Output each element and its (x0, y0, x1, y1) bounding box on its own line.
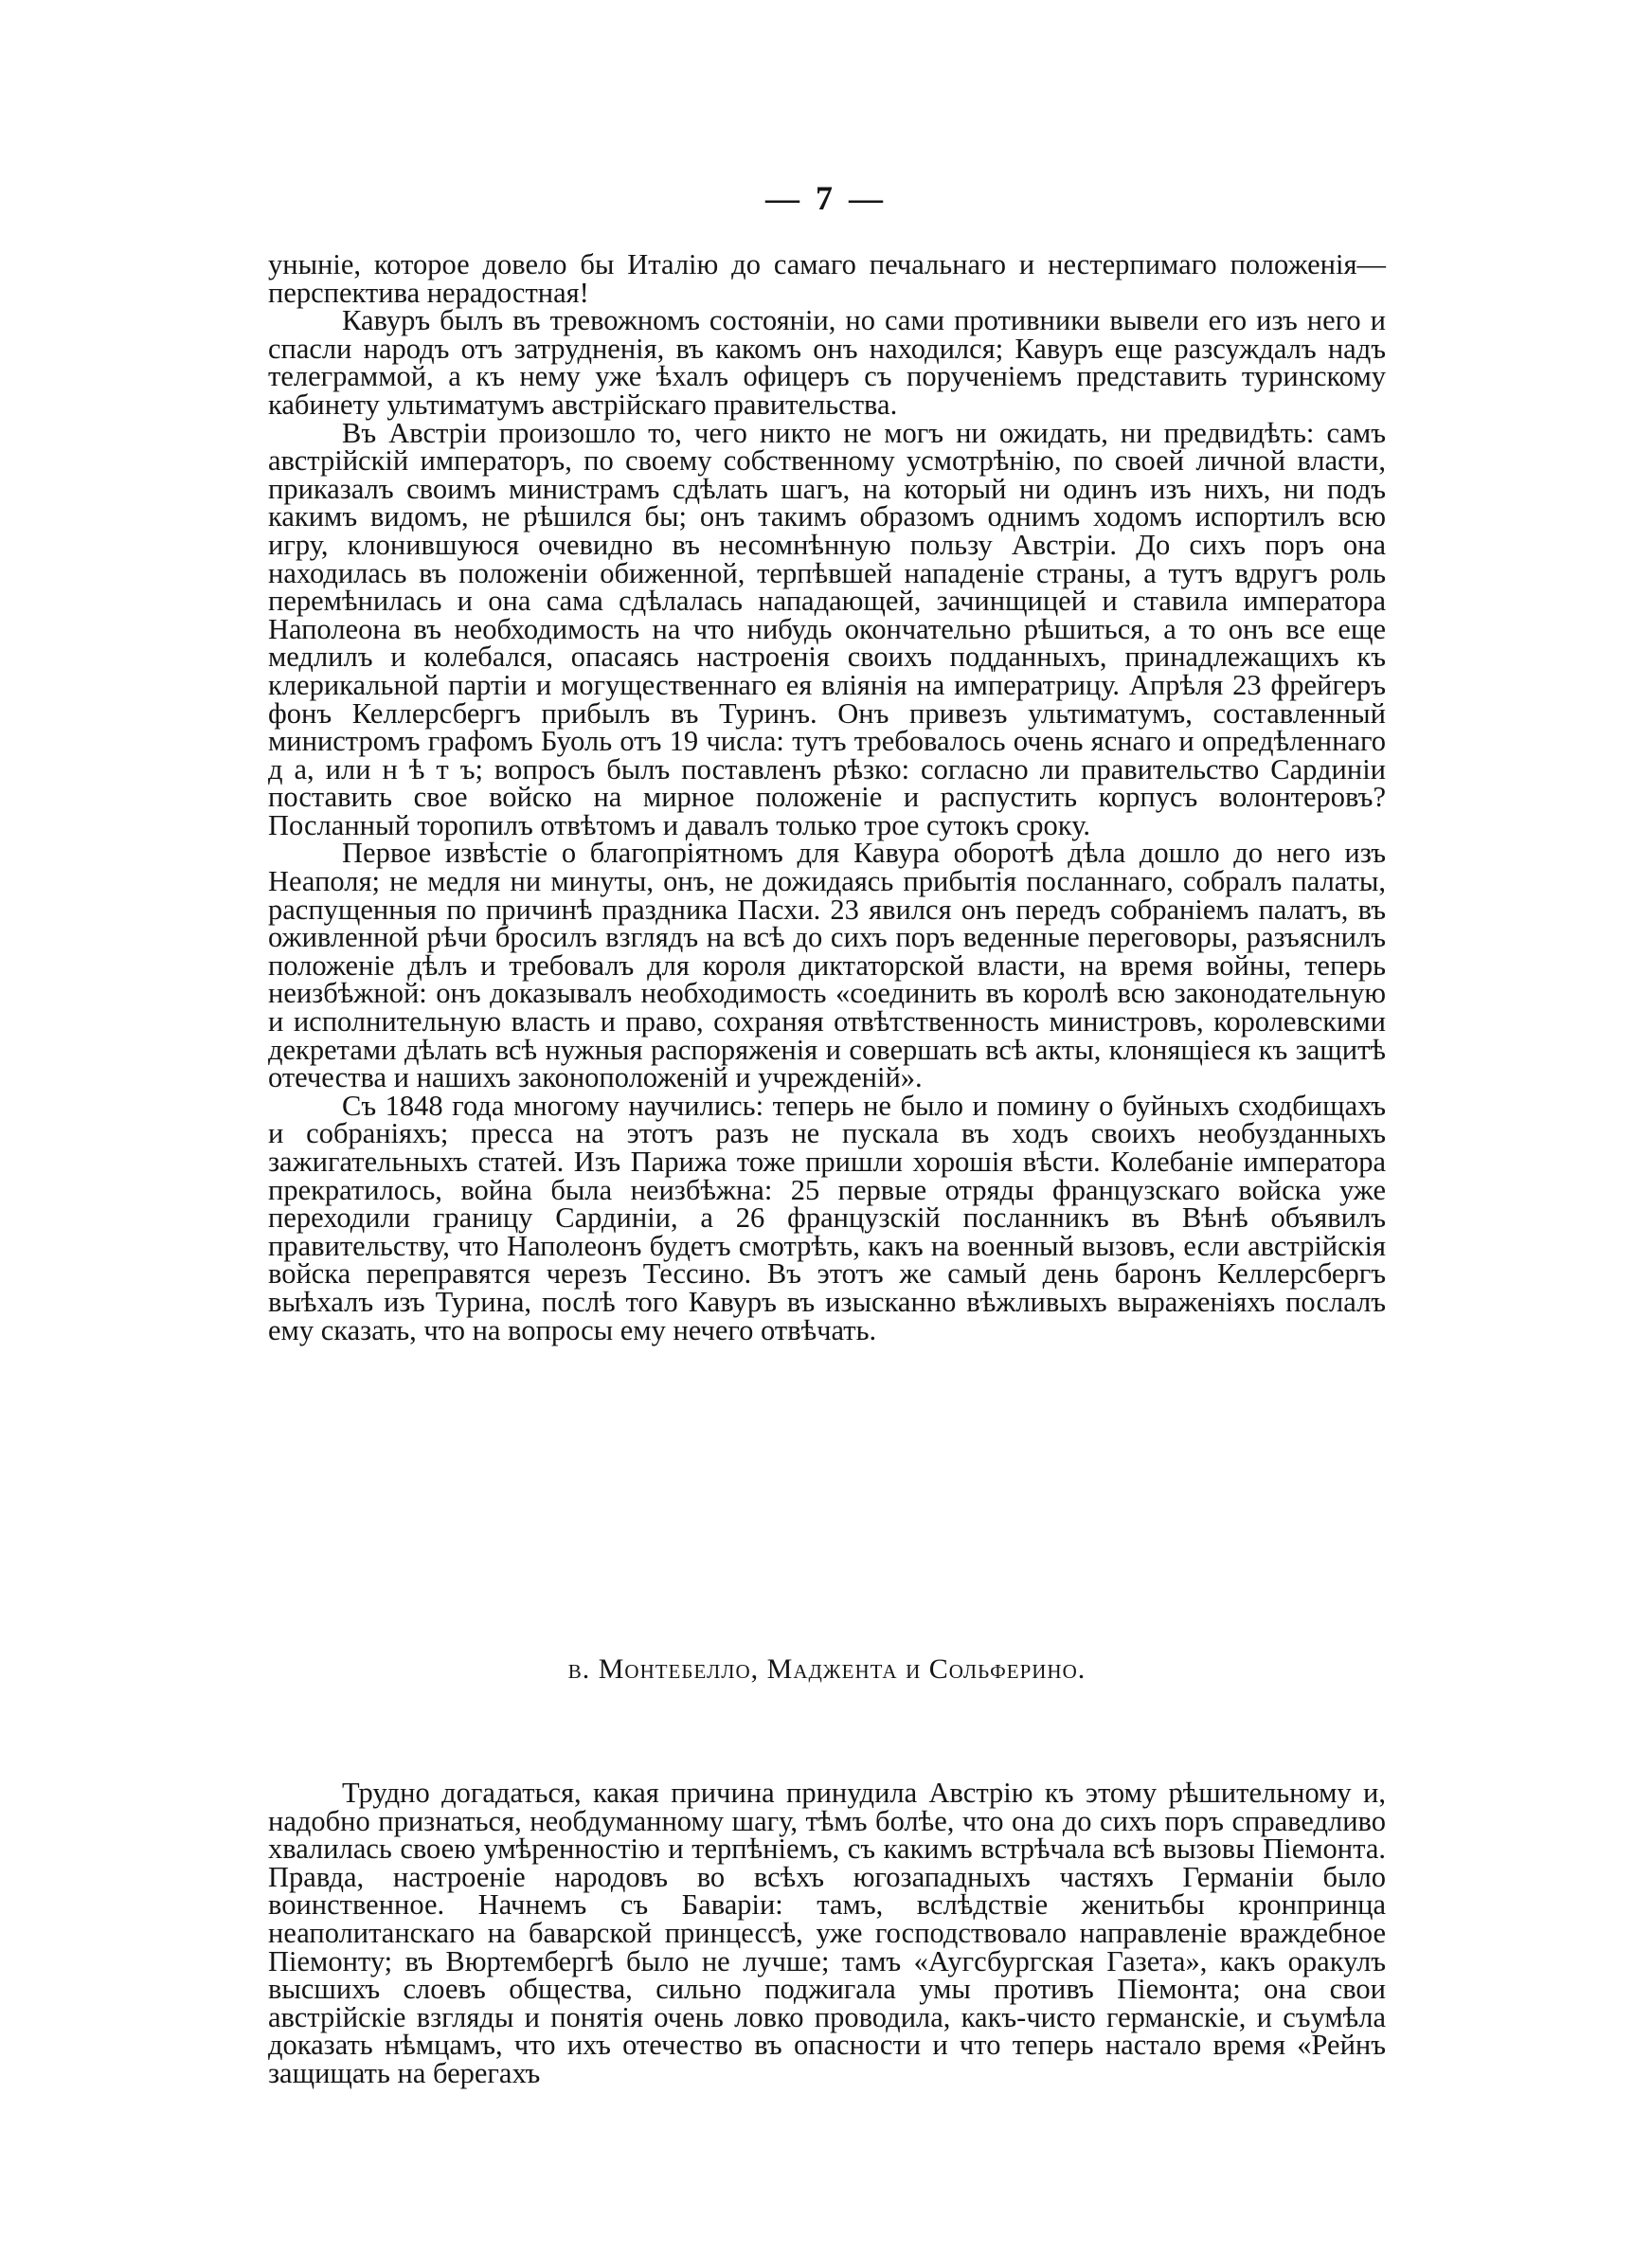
paragraph: Первое извѣстiе о благопрiятномъ для Кавура оборотѣ дѣла дошло до него изъ Неаполя; не медля ни минуты, онъ, не дожидаясь прибытiя посланнаго, собралъ палаты, распущенныя по причинѣ праздника Пасхи. 23 явился онъ передъ собранiемъ палатъ, въ оживленной рѣчи бросилъ взглядъ на всѣ до сихъ поръ веденные переговоры, разъяснилъ положенiе дѣлъ и требовалъ для короля диктаторской власти, на время войны, теперь неизбѣжной: онъ доказывалъ необходимость «соединить въ королѣ всю законодательную и исполнительную власть и право, сохраняя отвѣтственность министровъ, королевскими декретами дѣлать всѣ нужныя распоряженiя и совершать всѣ акты, клонящiеся къ защитѣ отечества и нашихъ законоположенiй и учрежденiй». (268, 837, 1386, 1094)
paragraph-continuation: унынiе, которое довело бы Италiю до самаго печальнаго и нестерпимаго положенiя—перспектива нерадостная! (268, 248, 1386, 309)
section-heading: в. Монтебелло, Маджента и Сольферино. (567, 1653, 1086, 1685)
paragraph: Кавуръ былъ въ тревожномъ состоянiи, но сами противники вывели его изъ него и спасли народъ отъ затрудненiя, въ какомъ онъ находился; Кавуръ еще разсуждалъ надъ телеграммой, а къ нему уже ѣхалъ офицеръ съ порученiемъ представить туринскому кабинету ультиматумъ австрiйскаго правительства. (268, 304, 1386, 421)
paragraph: Трудно догадаться, какая причина принудила Австрiю къ этому рѣшительному и, надобно признаться, необдуманному шагу, тѣмъ болѣе, что она до сихъ поръ справедливо хвалилась своею умѣренностiю и терпѣнiемъ, съ какимъ встрѣчала всѣ вызовы Пiемонта. Правда, настроенiе народовъ во всѣхъ югозападныхъ частяхъ Германiи было воинственное. Начнемъ съ Баварiи: тамъ, вслѣдствiе женитьбы кронпринца неаполитанскаго на баварской принцессѣ, уже господствовало направленiе враждебное Пiемонту; въ Вюртембергѣ было не лучше; тамъ «Аугсбургская Газета», какъ оракулъ высшихъ слоевъ общества, сильно поджигала умы противъ Пiемонта; она свои австрiйскiе взгляды и понятiя очень ловко проводила, какъ-чисто германскiе, и съумѣла доказать нѣмцамъ, что ихъ отечество въ опасности и что теперь настало время «Рейнъ защищать на берегахъ (268, 1777, 1386, 2089)
paragraph: Въ Австрiи произошло то, чего никто не могъ ни ожидать, ни предвидѣть: самъ австрiйскiй императоръ, по своему собственному усмотрѣнiю, по своей личной власти, приказалъ своимъ министрамъ сдѣлать шагъ, на который ни одинъ изъ нихъ, ни подъ какимъ видомъ, не рѣшился бы; онъ такимъ образомъ однимъ ходомъ испортилъ всю игру, клонившуюся очевидно въ несомнѣнную пользу Австрiи. До сихъ поръ она находилась въ положенiи обиженной, терпѣвшей нападенiе страны, а тутъ вдругъ роль перемѣнилась и она сама сдѣлалась нападающей, зачинщицей и ставила императора Наполеона въ необходимость на что нибудь окончательно рѣшиться, а то онъ все еще медлилъ и колебался, опасаясь настроенiя своихъ подданныхъ, принадлежащихъ къ клерикальной партiи и могущественнаго ея влiянiя на императрицу. Апрѣля 23 фрейгеръ фонъ Келлерсбергъ прибылъ въ Туринъ. Онъ привезъ ультиматумъ, составленный министромъ графомъ Буоль отъ 19 числа: тутъ требовалось очень яснаго и опредѣленнаго д а, или н ѣ т ъ; вопросъ былъ поставленъ рѣзко: согласно ли правительство Сардинiи поставить свое войско на мирное положенiе и распустить корпусъ волонтеровъ? Посланный торопилъ отвѣтомъ и давалъ только трое сутокъ сроку. (268, 416, 1386, 841)
section-a-text (268, 248, 1386, 1346)
paragraph: Съ 1848 года многому научились: теперь не было и помину о буйныхъ сходбищахъ и собранiяхъ; пресса на этотъ разъ не пускала въ ходъ своихъ необузданныхъ зажигательныхъ статей. Изъ Парижа тоже пришли хорошiя вѣсти. Колебанiе императора прекратилось, война была неизбѣжна: 25 первые отряды французскаго войска уже переходили границу Сардинiи, а 26 французскiй посланникъ въ Вѣнѣ объявилъ правительству, что Наполеонъ будетъ смотрѣть, какъ на военный вызовъ, если австрiйскiя войска переправятся черезъ Тессино. Въ этотъ же самый день баронъ Келлерсбергъ выѣхалъ изъ Турина, послѣ того Кавуръ въ изысканно вѣжливыхъ выраженiяхъ послалъ ему сказать, что на вопросы ему нечего отвѣчать. (268, 1089, 1386, 1346)
page-number: — 7 — (765, 179, 887, 217)
section-b-text (268, 1779, 1386, 2088)
